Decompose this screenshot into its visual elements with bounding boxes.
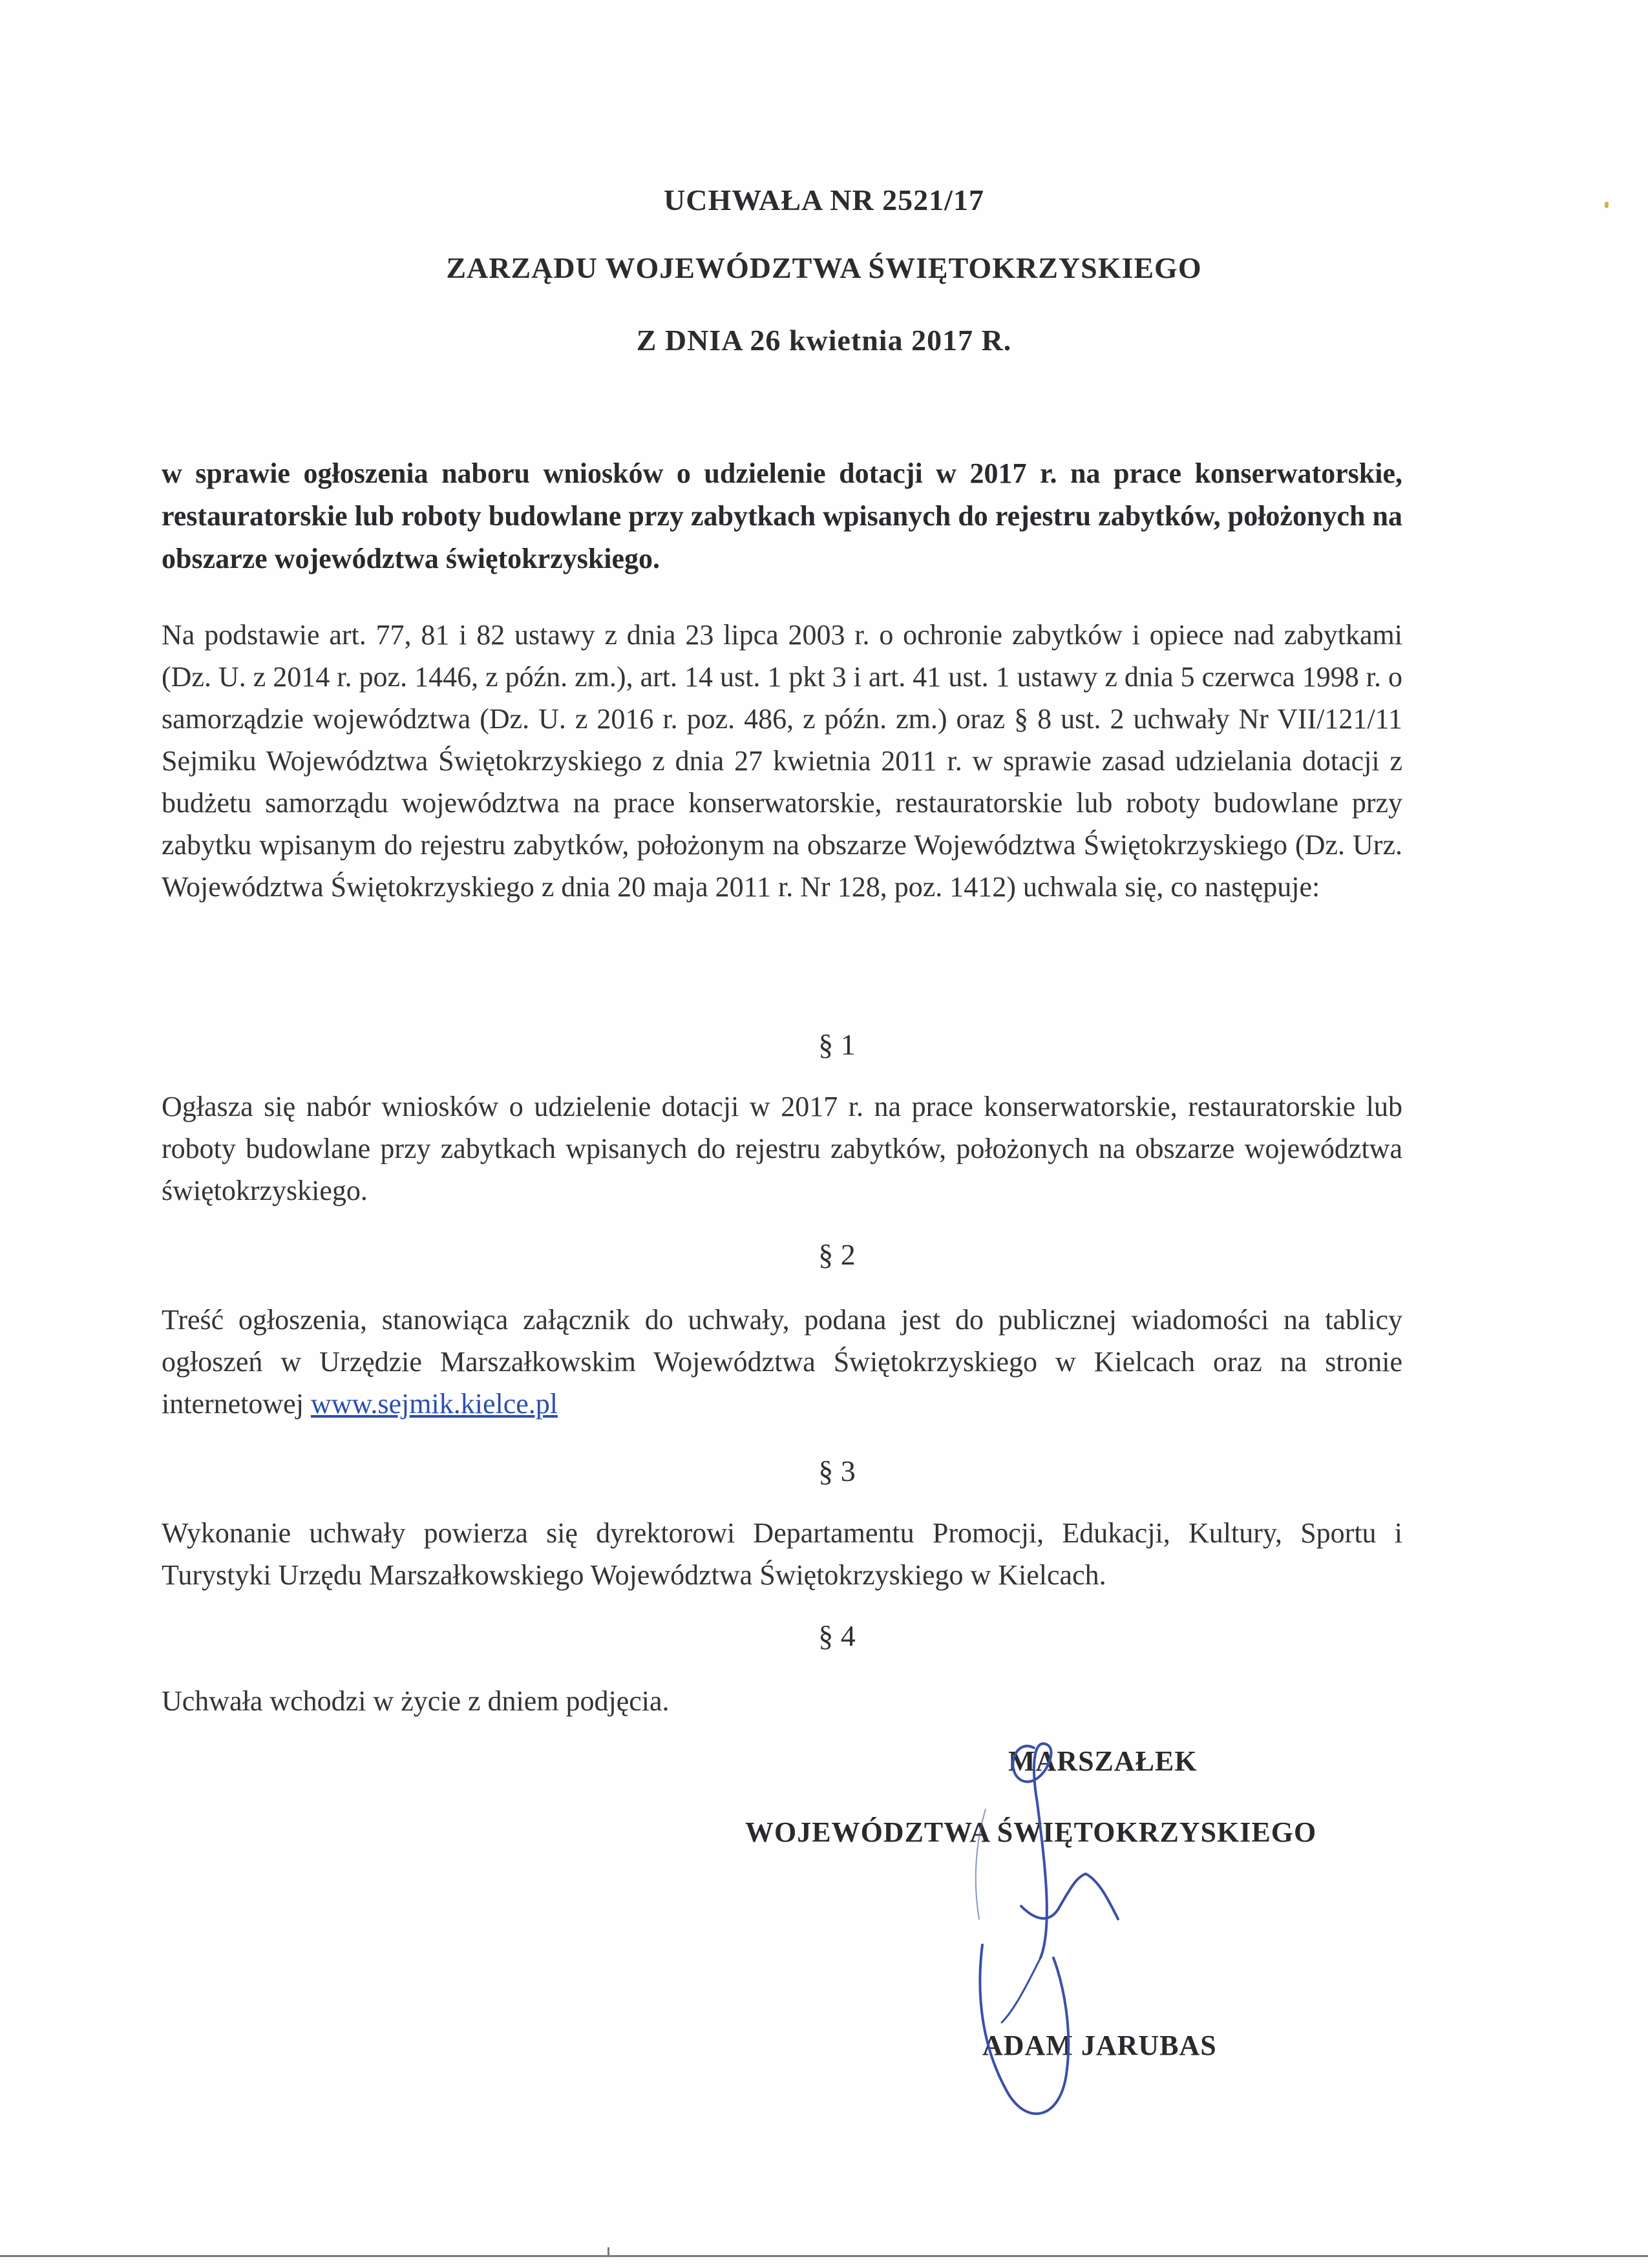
website-link[interactable]: www.sejmik.kielce.pl — [310, 1388, 558, 1420]
signatory-title-line1: MARSZAŁEK — [1008, 1745, 1198, 1777]
signatory-title-line2: WOJEWÓDZTWA ŚWIĘTOKRZYSKIEGO — [745, 1816, 1317, 1848]
section-2-body: Treść ogłoszenia, stanowiąca załącznik do uchwały, podana jest do publicznej wiadomości na tablicy ogłoszeń w Urzędzie Marszałkowskim Województwa Świętokrzyskiego w Kielcach oraz na stronie internetowej — [162, 1304, 1402, 1420]
signatory-name: ADAM JARUBAS — [982, 2030, 1217, 2061]
resolution-date: Z DNIA 26 kwietnia 2017 R. — [636, 324, 1012, 357]
handwritten-signature — [956, 1712, 1150, 2139]
section-3-text: Wykonanie uchwały powierza się dyrektorowi Departamentu Promocji, Edukacji, Kultury, Sportu i Turystyki Urzędu Marszałkowskiego Województwa Świętokrzyskiego w Kielcach. — [162, 1517, 1402, 1591]
section-1-mark: § 1 — [818, 1028, 856, 1061]
section-2-mark: § 2 — [818, 1238, 856, 1271]
section-4-text: Uchwała wchodzi w życie z dniem podjęcia. — [162, 1685, 670, 1717]
issuing-body: ZARZĄDU WOJEWÓDZTWA ŚWIĘTOKRZYSKIEGO — [446, 251, 1202, 284]
preamble-paragraph: Na podstawie art. 77, 81 i 82 ustawy z dnia 23 lipca 2003 r. o ochronie zabytków i opiece nad zabytkami (Dz. U. z 2014 r. poz. 1446, z późn. zm.), art. 14 ust. 1 pkt 3 i art. 41 ust. 1 ustawy z dnia 5 czerwca 1998 r. o samorządzie województwa (Dz. U. z 2016 r. poz. 486, z późn. zm.) oraz § 8 ust. 2 uchwały Nr VII/121/11 Sejmiku Województwa Świętokrzyskiego z dnia 27 kwietnia 2011 r. w sprawie zasad udzielania dotacji z budżetu samorządu województwa na prace konserwatorskie, restauratorskie lub roboty budowlane przy zabytku wpisanym do rejestru zabytków, położonym na obszarze Województwa Świętokrzyskiego (Dz. Urz. Województwa Świętokrzyskiego z dnia 20 maja 2011 r. Nr 128, poz. 1412) uchwala się, co następuje: — [162, 619, 1402, 903]
section-4-mark: § 4 — [818, 1619, 856, 1652]
section-2-text — [162, 1299, 1402, 1425]
section-3-mark: § 3 — [818, 1454, 856, 1487]
resolution-number: UCHWAŁA NR 2521/17 — [664, 184, 984, 216]
section-1-text: Ogłasza się nabór wniosków o udzielenie dotacji w 2017 r. na prace konserwatorskie, restauratorskie lub roboty budowlane przy zabytkach wpisanych do rejestru zabytków, położonych na obszarze województwa świętokrzyskiego. — [162, 1091, 1402, 1206]
resolution-subject: w sprawie ogłoszenia naboru wniosków o udzielenie dotacji w 2017 r. na prace konserwatorskie, restauratorskie lub roboty budowlane przy zabytkach wpisanych do rejestru zabytków, położonych na obszarze województwa świętokrzyskiego. — [162, 457, 1402, 574]
footer-rule — [0, 2255, 1648, 2257]
